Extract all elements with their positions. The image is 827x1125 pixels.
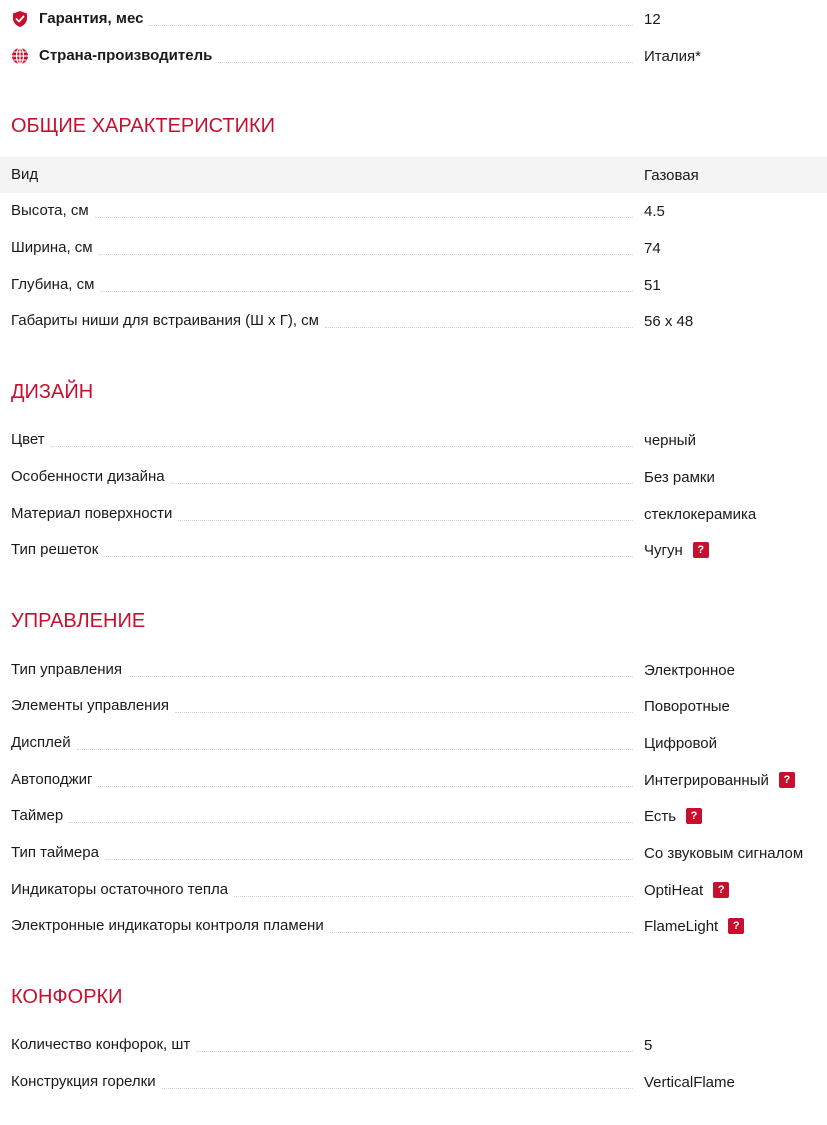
spec-name: Глубина, см (11, 276, 95, 293)
dotted-leader (234, 896, 633, 897)
spec-name: Тип управления (11, 661, 122, 678)
spec-row (0, 762, 827, 798)
spec-value: стеклокерамика (644, 505, 757, 523)
spec-row (0, 303, 827, 339)
spec-value: черный (644, 431, 696, 449)
dotted-leader (149, 25, 633, 26)
section-title-burners: КОНФОРКИ (11, 986, 123, 1008)
dotted-leader (175, 712, 633, 713)
spec-name: Ширина, см (11, 239, 93, 256)
spec-name: Цвет (11, 431, 45, 448)
spec-row (0, 908, 827, 944)
spec-value: Есть ? (644, 798, 702, 834)
dotted-leader (100, 291, 633, 292)
spec-value: Цифровой (644, 734, 718, 752)
help-button[interactable]: ? (713, 882, 729, 898)
help-button[interactable]: ? (693, 542, 709, 558)
spec-row (0, 267, 827, 303)
spec-row (0, 193, 827, 229)
spec-value: 12 (644, 10, 661, 28)
spec-row (0, 157, 827, 193)
spec-name: Тип таймера (11, 844, 99, 861)
spec-name: Количество конфорок, шт (11, 1036, 191, 1053)
spec-row (0, 725, 827, 761)
spec-value: Газовая (644, 166, 699, 184)
spec-row-country (0, 38, 827, 74)
spec-value: OptiHeat ? (644, 872, 729, 908)
spec-row (0, 1064, 827, 1100)
spec-row (0, 798, 827, 834)
spec-value: Интегрированный ? (644, 762, 795, 798)
dotted-leader (330, 932, 633, 933)
dotted-leader (162, 1088, 633, 1089)
spec-name: Дисплей (11, 734, 71, 751)
globe-icon (11, 47, 29, 65)
spec-row (0, 230, 827, 266)
dotted-leader (128, 676, 633, 677)
shield-check-icon (11, 10, 29, 28)
section-title-control: УПРАВЛЕНИЕ (11, 610, 146, 632)
spec-name: Тип решеток (11, 541, 99, 558)
spec-value: 4.5 (644, 202, 665, 220)
dotted-leader (98, 786, 633, 787)
spec-name: Габариты ниши для встраивания (Ш х Г), см (11, 312, 319, 329)
help-button[interactable]: ? (686, 808, 702, 824)
dotted-leader (105, 859, 633, 860)
spec-row (0, 532, 827, 568)
spec-value: FlameLight ? (644, 908, 744, 944)
spec-name: Автоподжиг (11, 771, 93, 788)
dotted-leader (171, 483, 633, 484)
dotted-leader (325, 327, 633, 328)
dotted-leader (51, 446, 633, 447)
spec-value: VerticalFlame (644, 1073, 735, 1091)
dotted-leader (104, 556, 633, 557)
section-title-general: ОБЩИЕ ХАРАКТЕРИСТИКИ (11, 115, 276, 137)
dotted-leader (218, 62, 633, 63)
spec-value: 56 х 48 (644, 312, 694, 330)
spec-row (0, 1027, 827, 1063)
spec-name: Элементы управления (11, 697, 169, 714)
dotted-leader (196, 1051, 633, 1052)
spec-name: Страна-производитель (39, 47, 213, 64)
spec-row (0, 459, 827, 495)
dotted-leader (77, 749, 633, 750)
spec-value: Поворотные (644, 697, 730, 715)
spec-value: Со звуковым сигналом (644, 844, 804, 862)
help-button[interactable]: ? (779, 772, 795, 788)
dotted-leader (178, 520, 633, 521)
spec-name: Высота, см (11, 202, 89, 219)
spec-name: Конструкция горелки (11, 1073, 156, 1090)
spec-value: Электронное (644, 661, 735, 679)
dotted-leader (95, 217, 633, 218)
spec-row (0, 688, 827, 724)
spec-name: Материал поверхности (11, 505, 173, 522)
spec-row (0, 422, 827, 458)
spec-value: 74 (644, 239, 661, 257)
spec-row (0, 652, 827, 688)
spec-name: Гарантия, мес (39, 10, 144, 27)
spec-name: Вид (11, 166, 39, 183)
spec-row-warranty (0, 1, 827, 37)
spec-value: Чугун ? (644, 532, 709, 568)
spec-value: 5 (644, 1036, 653, 1054)
spec-name: Таймер (11, 807, 64, 824)
spec-name: Особенности дизайна (11, 468, 165, 485)
spec-row (0, 496, 827, 532)
section-title-design: ДИЗАЙН (11, 381, 94, 403)
spec-value: Италия* (644, 47, 701, 65)
dotted-leader (99, 254, 633, 255)
spec-name: Индикаторы остаточного тепла (11, 881, 229, 898)
spec-row (0, 835, 827, 871)
spec-row (0, 872, 827, 908)
help-button[interactable]: ? (728, 918, 744, 934)
spec-name: Электронные индикаторы контроля пламени (11, 917, 324, 934)
spec-value: Без рамки (644, 468, 715, 486)
spec-value: 51 (644, 276, 661, 294)
dotted-leader (69, 822, 633, 823)
